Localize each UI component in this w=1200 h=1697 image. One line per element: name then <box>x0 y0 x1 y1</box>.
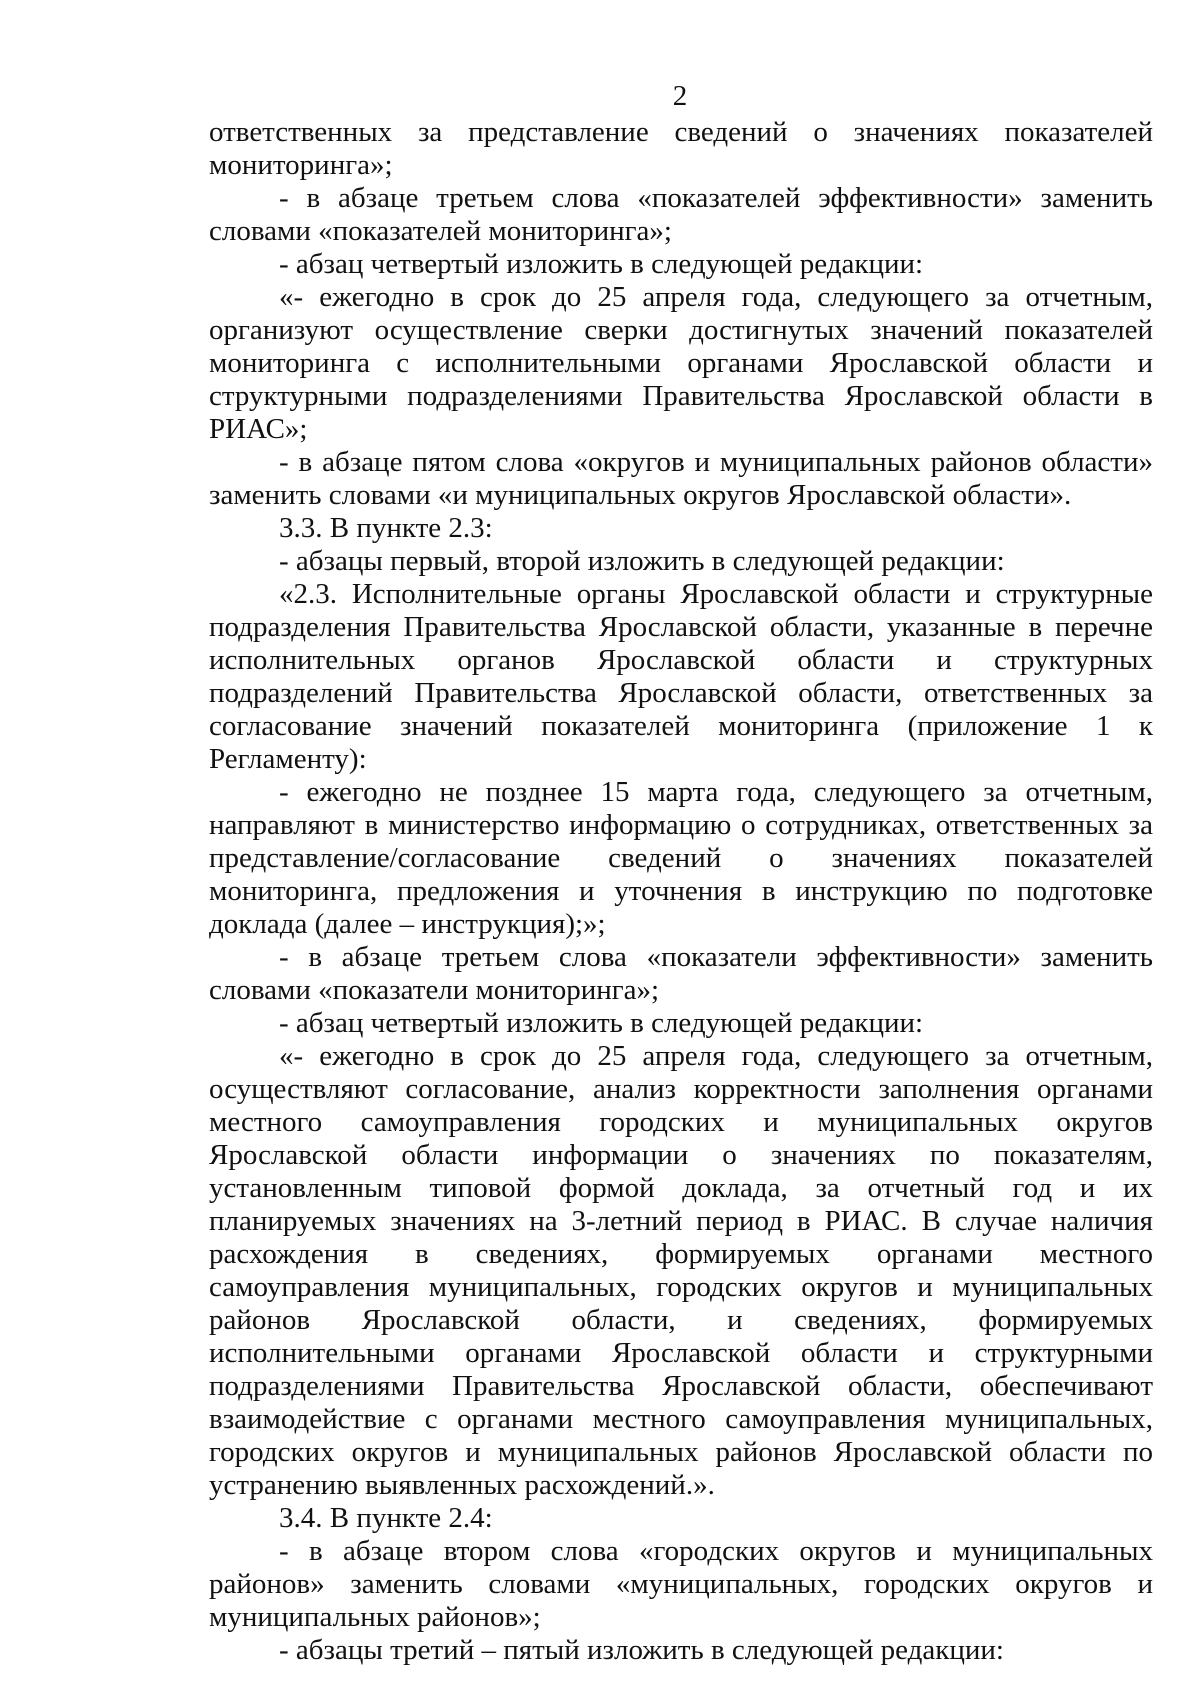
paragraph: - абзац четвертый изложить в следующей редакции: <box>279 1007 924 1039</box>
paragraph: «- ежегодно в срок до 25 апреля года, следующего за отчетным, организуют осуществление сверки достигнутых значений показателей мониторинга с исполнительными органами Ярославской области и структурными подразделениями Правительства Ярославской области в РИАС»; <box>209 281 1153 445</box>
page-number: 2 <box>672 80 688 112</box>
paragraph: - абзацы первый, второй изложить в следующей редакции: <box>279 545 1005 577</box>
section-heading: 3.4. В пункте 2.4: <box>279 1502 493 1534</box>
paragraph: «- ежегодно в срок до 25 апреля года, следующего за отчетным, осуществляют согласование, анализ корректности заполнения органами местного самоуправления городских и муниципальных округов Ярославской области информации о значениях по показателям, установленным типовой формой доклада, за отчетный год и их планируемых значениях на 3-летний период в РИАС. В случае наличия расхождения в сведениях, формируемых органами местного самоуправления муниципальных, городских округов и муниципальных районов Ярославской области, и сведениях, формируемых исполнительными органами Ярославской области и структурными подразделениями Правительства Ярославской области, обеспечивают взаимодействие с органами местного самоуправления муниципальных, городских округов и муниципальных районов Ярославской области по устранению выявленных расхождений.». <box>209 1040 1153 1501</box>
document-body <box>209 116 1153 1667</box>
paragraph: - в абзаце пятом слова «округов и муниципальных районов области» заменить словами «и муниципальных округов Ярославской области». <box>209 446 1153 511</box>
paragraph: - абзацы третий – пятый изложить в следующей редакции: <box>279 1634 1004 1666</box>
paragraph: - в абзаце третьем слова «показателей эффективности» заменить словами «показателей мониторинга»; <box>209 182 1153 247</box>
paragraph: - абзац четвертый изложить в следующей редакции: <box>279 248 924 280</box>
paragraph: - в абзаце третьем слова «показатели эффективности» заменить словами «показатели мониторинга»; <box>209 941 1153 1006</box>
paragraph: - в абзаце втором слова «городских округов и муниципальных районов» заменить словами «муниципальных, городских округов и муниципальных районов»; <box>209 1535 1153 1633</box>
paragraph: «2.3. Исполнительные органы Ярославской области и структурные подразделения Правительства Ярославской области, указанные в перечне исполнительных органов Ярославской области и структурных подразделений Правительства Ярославской области, ответственных за согласование значений показателей мониторинга (приложение 1 к Регламенту): <box>209 578 1153 775</box>
section-heading: 3.3. В пункте 2.3: <box>279 512 493 544</box>
paragraph-continuation: ответственных за представление сведений о значениях показателей мониторинга»; <box>209 116 1153 181</box>
paragraph: - ежегодно не позднее 15 марта года, следующего за отчетным, направляют в министерство информацию о сотрудниках, ответственных за представление/согласование сведений о значениях показателей мониторинга, предложения и уточнения в инструкцию по подготовке доклада (далее – инструкция);»; <box>209 776 1153 940</box>
